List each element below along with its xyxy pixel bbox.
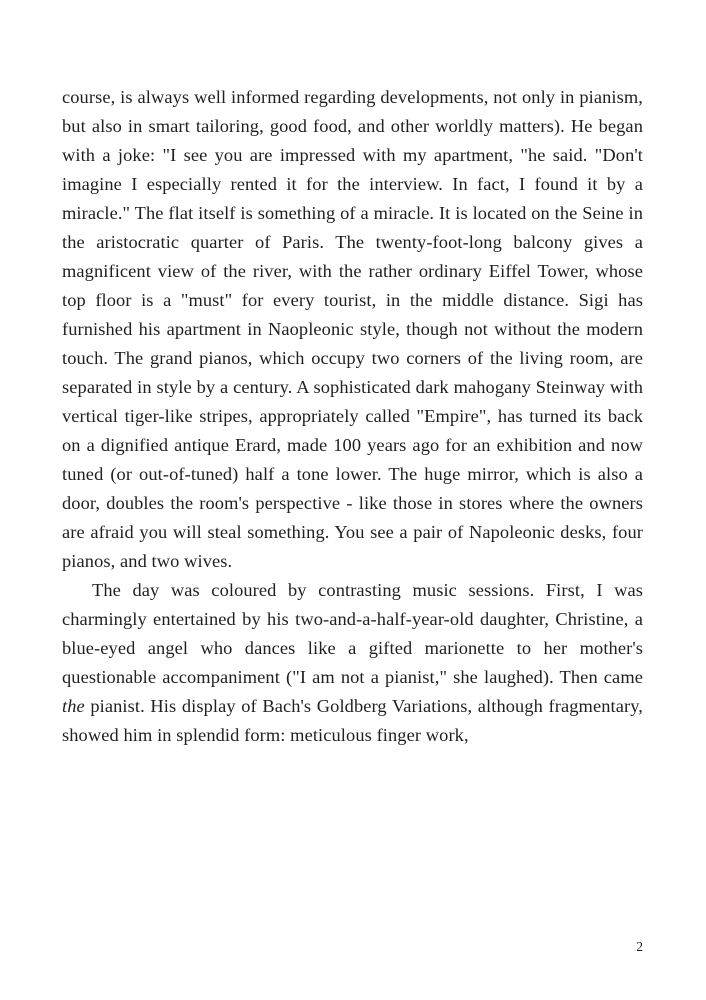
paragraph-1: course, is always well informed regarding developments, not only in pianism, but also in smart tailoring, good food, and other worldly matters). He began with a joke: "I see you are impressed with my apartment, "he said. "Don't imagine I especially rented it for the interview. In fact, I found it by a miracle." The flat itself is something of a miracle. It is located on the Seine in the aristocratic quarter of Paris. The twenty-foot-long balcony gives a magnificent view of the river, with the rather ordinary Eiffel Tower, whose top floor is a "must" for every tourist, in the middle distance. Sigi has furnished his apartment in Naopleonic style, though not without the modern touch. The grand pianos, which occupy two corners of the living room, are separated in style by a century. A sophisticated dark mahogany Steinway with vertical tiger-like stripes, appropriately called "Empire", has turned its back on a dignified antique Erard, made 100 years ago for an exhibition and now tuned (or out-of-tuned) half a tone lower. The huge mirror, which is also a door, doubles the room's perspective - like those in stores where the owners are afraid you will steal something. You see a pair of Napoleonic desks, four pianos, and two wives. [62,87,643,571]
paragraph-2-text-after: pianist. His display of Bach's Goldberg Variations, although fragmentary, showed him in splendid form: meticulous finger work, [62,696,643,745]
page-number: 2 [636,939,643,954]
paragraph-2 [62,576,643,750]
body-text [62,83,643,750]
paragraph-2-text-before: The day was coloured by contrasting music sessions. First, I was charmingly entertained by his two-and-a-half-year-old daughter, Christine, a blue-eyed angel who dances like a gifted marionette to her mother's questionable accompaniment ("I am not a pianist," she laughed). Then came [62,580,643,687]
paragraph-2-italic-word: the [62,696,85,716]
